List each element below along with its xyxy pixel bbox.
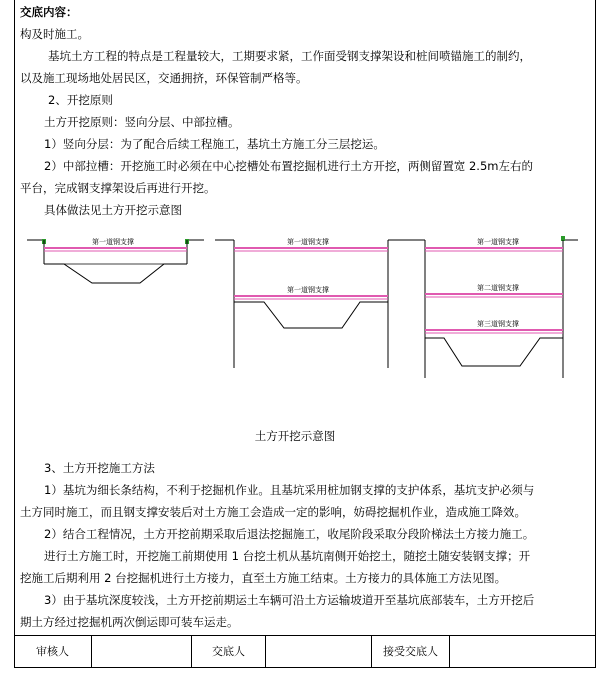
paragraph-line: 2）结合工程情况，土方开挖前期采取后退法挖掘施工，收尾阶段采取分段阶梯法土方接力施工。 [44, 527, 535, 541]
reviewer-label: 审核人 [14, 636, 92, 668]
second-brace-label: 第一道钢支撑 [287, 286, 329, 294]
paragraph-line: 以及施工现场地处居民区，交通拥挤，环保管制严格等。 [20, 71, 308, 85]
section-heading: 2、开挖原则 [48, 93, 113, 107]
signature-footer [14, 635, 596, 668]
paragraph-line: 进行土方施工时，开挖施工前期使用 1 台挖土机从基坑南侧开始挖土，随挖土随安装钢支撑；开 [44, 549, 531, 563]
content-header: 交底内容： [20, 5, 78, 19]
excavation-diagram [22, 228, 592, 418]
paragraph-line: 3）由于基坑深度较浅，土方开挖前期运土车辆可沿土方运输坡道开至基坑底部装车，土方开挖后 [44, 593, 535, 607]
second-brace-label: 第二道钢支撑 [477, 284, 519, 292]
reviewer-signature-field[interactable] [92, 636, 192, 668]
paragraph-line: 2）中部拉槽：开挖施工时必须在中心挖槽处布置挖掘机进行土方开挖，两侧留置宽 2.5m左右的 [44, 159, 533, 173]
stage-one-diagram [27, 237, 204, 283]
receiver-signature-field[interactable] [450, 636, 596, 668]
paragraph-line: 1）基坑为细长条结构，不利于挖掘机作业。且基坑采用桩加钢支撑的支护体系，基坑支护必须与 [44, 483, 535, 497]
paragraph-line: 基坑土方工程的特点是工程量较大，工期要求紧，工作面受钢支撑架设和桩间喷锚施工的制约， [48, 49, 531, 63]
paragraph-line: 平台，完成钢支撑架设后再进行开挖。 [20, 181, 216, 195]
first-brace-label: 第一道钢支撑 [287, 238, 329, 246]
receiver-label: 接受交底人 [372, 636, 450, 668]
third-brace-label: 第三道钢支撑 [477, 320, 519, 328]
paragraph-line: 构及时施工。 [20, 27, 89, 41]
paragraph-line: 1）竖向分层：为了配合后续工程施工，基坑土方施工分三层挖运。 [44, 137, 385, 151]
first-brace-label: 第一道钢支撑 [92, 238, 134, 246]
stage-three-diagram [405, 236, 578, 378]
section-heading: 3、土方开挖施工方法 [44, 461, 155, 475]
discloser-label: 交底人 [192, 636, 266, 668]
paragraph-line: 土方开挖原则：竖向分层、中部拉槽。 [44, 115, 240, 129]
paragraph-line: 挖施工后期利用 2 台挖掘机进行土方接力，直至土方施工结束。土方接力的具体施工方法见图。 [20, 571, 507, 585]
discloser-signature-field[interactable] [266, 636, 372, 668]
first-brace-label: 第一道钢支撑 [477, 238, 519, 246]
stage-two-diagram [215, 237, 407, 368]
paragraph-line: 期土方经过挖掘机两次倒运即可装车运走。 [20, 615, 239, 629]
paragraph-line: 具体做法见土方开挖示意图 [44, 203, 182, 217]
paragraph-line: 土方同时施工，而且钢支撑安装后对土方施工会造成一定的影响，妨碍挖掘机作业，造成施工降效。 [20, 505, 526, 519]
figure-caption: 土方开挖示意图 [254, 429, 336, 443]
